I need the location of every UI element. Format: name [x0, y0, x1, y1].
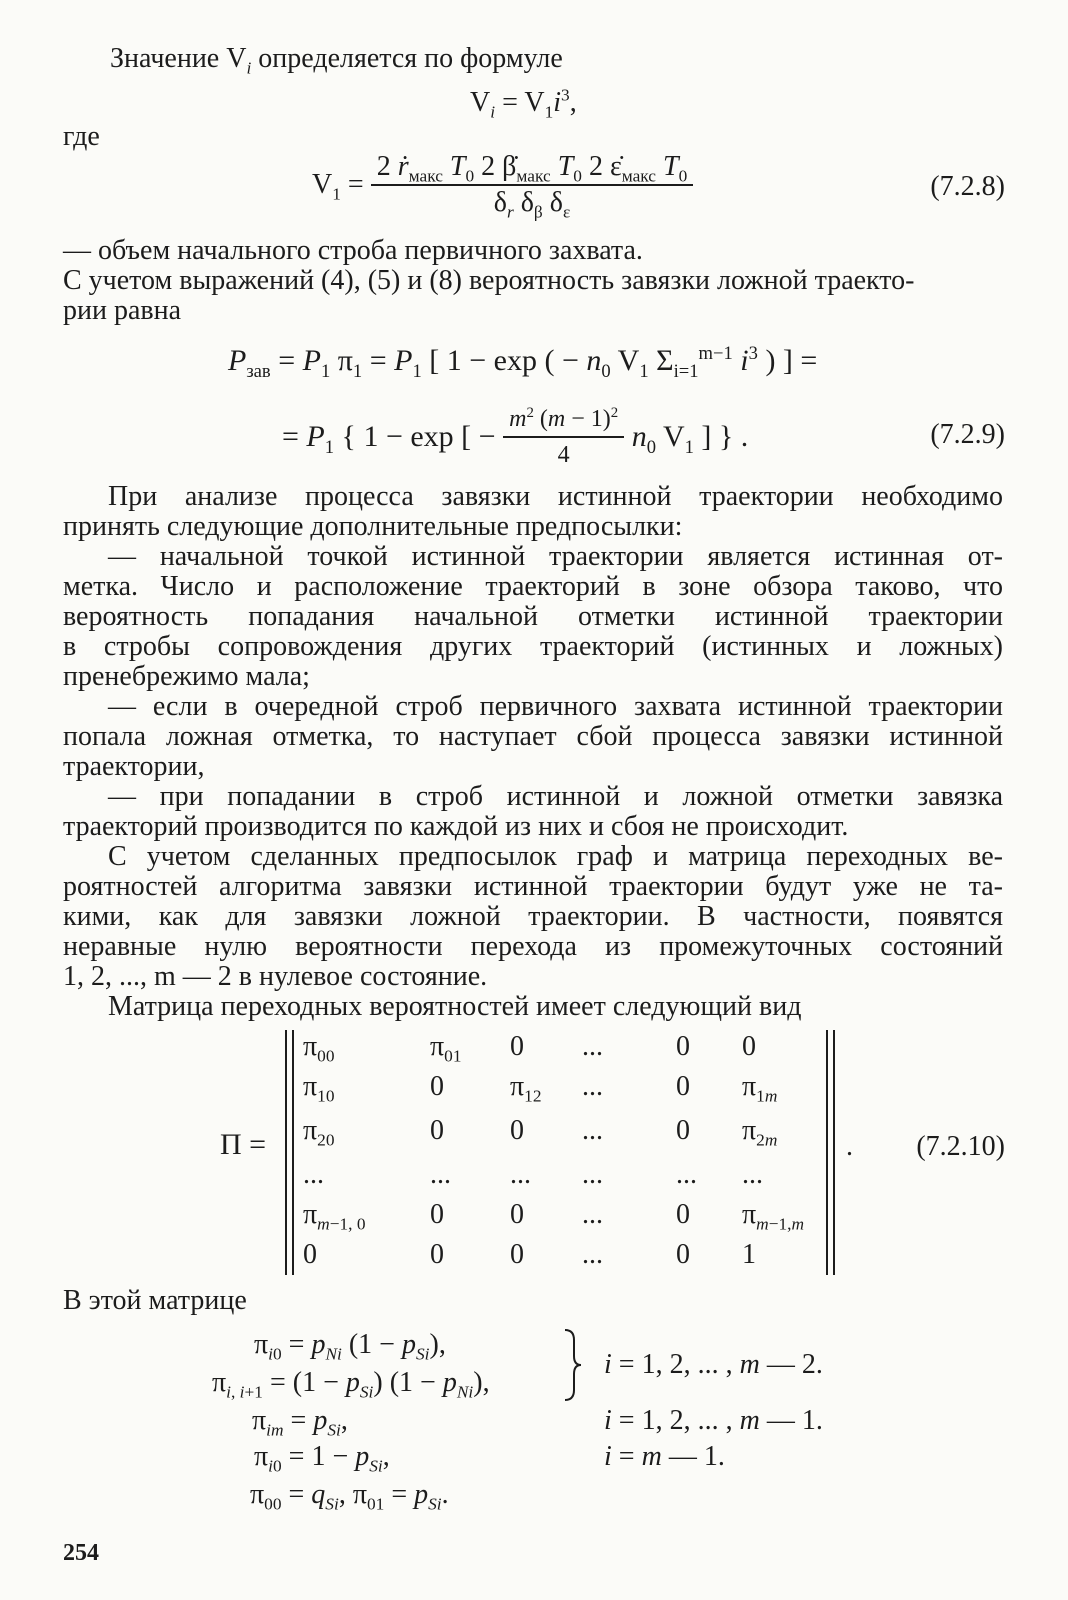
matrix-cell: 0 — [676, 1239, 690, 1270]
matrix-cell: $\pi_{m-1,m}$ — [742, 1199, 805, 1234]
text-line: принять следующие дополнительные предпосылки: — [63, 511, 683, 542]
matrix-cell: 0 — [676, 1031, 690, 1062]
considering-text-1: С учетом выражений (4), (5) и (8) вероятность завязки ложной траекто- — [63, 265, 915, 296]
brace-icon — [562, 1328, 584, 1402]
formula-pzav-line1: $P_{зав} = P_1$ $\pi_1 = P_1$ [ 1 − exp ( − $n_0$ $V_1$ $\Sigma_{i=1}^{m-1}$ $i^3$ ) ] = — [228, 343, 818, 382]
text-line: траектории, — [63, 751, 205, 782]
text-line: роятностей алгоритма завязки истинной траектории будут уже не та- — [63, 871, 1003, 902]
text-line: — при попадании в строб истинной и ложной отметки завязка — [108, 781, 1003, 812]
matrix-cell: $\pi_{1m}$ — [742, 1071, 778, 1106]
pzav-fraction — [503, 404, 624, 470]
matrix-cell: ... — [582, 1159, 603, 1190]
matrix-right-bar — [833, 1030, 835, 1275]
matrix-cell: ... — [742, 1159, 763, 1190]
condition-line: $\pi_{i0} = 1 - p_{Si}$, — [254, 1441, 390, 1476]
matrix-cell: $\pi_{10}$ — [303, 1071, 335, 1106]
text-line: При анализе процесса завязки истинной траектории необходимо — [108, 481, 1003, 512]
condition-line: $\pi_{im} = p_{Si}$, — [252, 1405, 348, 1440]
matrix-cell: ... — [676, 1159, 697, 1190]
v1-lhs: $V_1$ = — [312, 169, 364, 204]
condition-range: i = 1, 2, ... , m — 1. — [604, 1405, 823, 1436]
matrix-cell: ... — [510, 1159, 531, 1190]
pzav-numerator: $m^2$ $(m - 1)^2$ — [503, 404, 624, 438]
matrix-cell: 0 — [430, 1115, 444, 1146]
matrix-right-bar — [826, 1030, 828, 1275]
matrix-cell: $\pi_{00}$ — [303, 1031, 335, 1066]
matrix-cell: ... — [303, 1159, 324, 1190]
matrix-cell: $\pi_{01}$ — [430, 1031, 462, 1066]
matrix-cell: $\pi_{20}$ — [303, 1115, 335, 1150]
matrix-cell: ... — [582, 1071, 603, 1102]
pzav-line2-left: = $P_1$ { 1 − exp [ − — [282, 420, 496, 458]
formula-vi: $V_i = V_1i^3$, — [470, 85, 577, 122]
page-number: 254 — [63, 1540, 99, 1566]
matrix-cell: $\pi_{2m}$ — [742, 1115, 778, 1150]
matrix-cell: 0 — [510, 1199, 524, 1230]
matrix-cell: ... — [582, 1031, 603, 1062]
matrix-cell: 0 — [676, 1199, 690, 1230]
matrix-cell: 1 — [742, 1239, 756, 1270]
matrix-cell: $\pi_{m-1, 0}$ — [303, 1199, 366, 1234]
matrix-cell: ... — [430, 1159, 451, 1190]
text-line: траекторий производится по каждой из них и сбоя не происходит. — [63, 811, 849, 842]
intro-line: Значение $V_i$ определяется по формуле — [110, 43, 563, 78]
text-line: метка. Число и расположение траекторий в зоне обзора таково, что — [63, 571, 1003, 602]
pzav-denominator: 4 — [557, 442, 570, 468]
matrix-cell: ... — [582, 1199, 603, 1230]
text-line: — если в очередной строб первичного захвата истинной траектории — [108, 691, 1003, 722]
text-line: С учетом сделанных предпосылок граф и матрица переходных ве- — [108, 841, 1003, 872]
matrix-cell: ... — [582, 1115, 603, 1146]
text-line: 1, 2, ..., m — 2 в нулевое состояние. — [63, 961, 488, 992]
matrix-cell: 0 — [676, 1115, 690, 1146]
matrix-left-bar — [285, 1030, 287, 1275]
matrix-lhs: П = — [220, 1128, 267, 1161]
formula-v1 — [312, 151, 693, 222]
matrix-cell: 0 — [676, 1071, 690, 1102]
equation-number-728: (7.2.8) — [930, 171, 1005, 202]
matrix-dot: . — [846, 1131, 853, 1162]
text-line: — начальной точкой истинной траектории является истинная от- — [108, 541, 1003, 572]
matrix-cell: $\pi_{12}$ — [510, 1071, 542, 1106]
text-line: вероятность попадания начальной отметки истинной траектории — [63, 601, 1003, 632]
pzav-line2-right: $n_0$ $V_1$ ] } . — [631, 420, 749, 458]
v1-fraction — [371, 151, 694, 222]
text-line: пренебрежимо мала; — [63, 661, 310, 692]
text-line: в стробы сопровождения других траекторий (истинных и ложных) — [63, 631, 1003, 662]
matrix-cell: 0 — [430, 1239, 444, 1270]
text-line: попала ложная отметка, то наступает сбой процесса завязки истинной — [63, 721, 1003, 752]
text-line: кими, как для завязки ложной траектории. В частности, появятся — [63, 901, 1003, 932]
in-matrix-text: В этой матрице — [63, 1285, 247, 1316]
condition-line: $\pi_{i0} = p_{Ni}$ $(1 - p_{Si})$, — [254, 1329, 446, 1364]
matrix-cell: 0 — [430, 1199, 444, 1230]
matrix-cell: ... — [582, 1239, 603, 1270]
v1-numerator: 2 ṙ$_{макс}$ $T_0$ 2 $\betȧ_{макс}$ $T_0$ 2 $\varepsiloṅ_{макс}$ $T_0$ — [371, 152, 694, 186]
condition-line: $\pi_{i, i+1} = (1 - p_{Si}) (1 - p_{Ni})$, — [212, 1367, 490, 1402]
matrix-cell: 0 — [510, 1115, 524, 1146]
where-label: где — [63, 121, 100, 152]
condition-range: i = m — 1. — [604, 1441, 725, 1472]
formula-pzav-line2 — [282, 404, 748, 470]
condition-line: $\pi_{00} = q_{Si}$, $\pi_{01} = p_{Si}$. — [250, 1479, 449, 1514]
volume-text: — объем начального строба первичного захвата. — [63, 235, 643, 266]
matrix-cell: 0 — [510, 1239, 524, 1270]
text-line: неравные нулю вероятности перехода из промежуточных состояний — [63, 931, 1003, 962]
text-line: Матрица переходных вероятностей имеет следующий вид — [108, 991, 802, 1022]
considering-text-2: рии равна — [63, 295, 182, 326]
matrix-cell: 0 — [303, 1239, 317, 1270]
matrix-cell: 0 — [742, 1031, 756, 1062]
v1-denominator: $\delta_r$ $\delta_\beta$ $\delta_\varepsilon$ — [493, 187, 571, 222]
matrix-cell: 0 — [430, 1071, 444, 1102]
equation-number-729: (7.2.9) — [930, 419, 1005, 450]
matrix-left-bar — [292, 1030, 294, 1275]
matrix-cell: 0 — [510, 1031, 524, 1062]
condition-range: i = 1, 2, ... , m — 2. — [604, 1349, 823, 1380]
equation-number-7210: (7.2.10) — [916, 1131, 1005, 1162]
